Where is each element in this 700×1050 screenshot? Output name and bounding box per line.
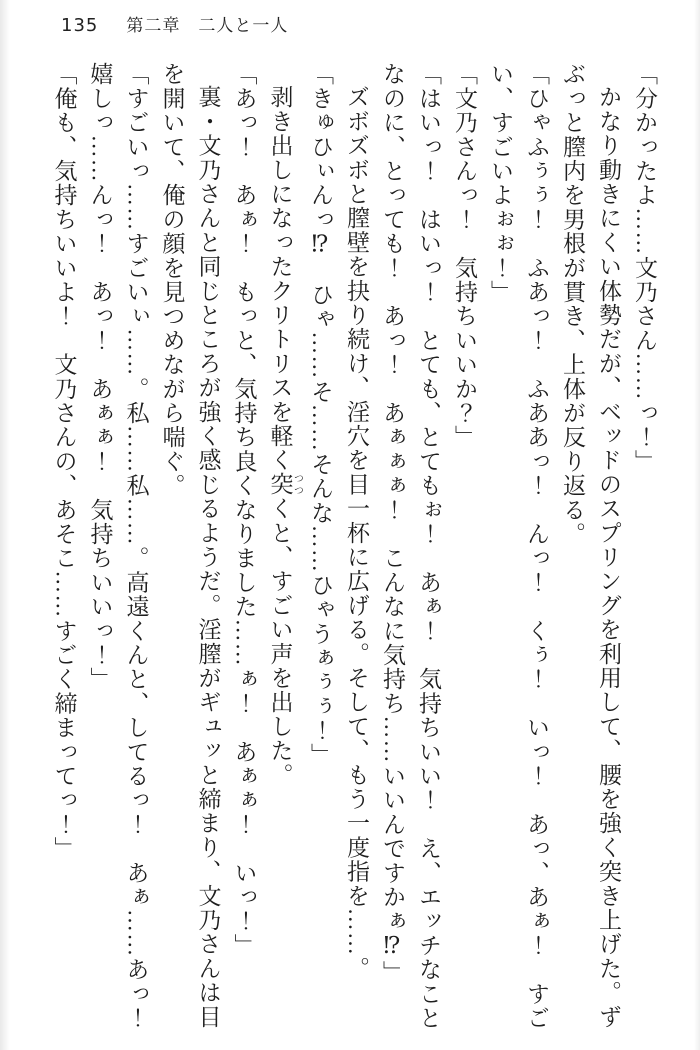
page-edge-shading-right xyxy=(694,0,700,1050)
page-edge-shading-left xyxy=(0,0,10,1050)
text-column: なのに、とっても！ あっ！ あぁぁぁ！ こんなに気持ち……いいんですかぁ⁉」 xyxy=(380,62,405,985)
text-column-with-ruby xyxy=(262,62,303,1048)
text-column: 「はいっ！ はいっ！ とても、とてもぉ！ あぁ！ 気持ちいい！ え、エッチなこと xyxy=(416,62,441,1030)
text-column: 「きゅひぃんっ⁉ ひゃ……そ……そんな……ひゃうぁぅぅ！」 xyxy=(308,62,333,767)
ruby-text: つつ xyxy=(291,472,303,497)
text-segment: 剥き出しになったクリトリスを軽く xyxy=(267,85,293,473)
page-number: 135 xyxy=(61,15,99,36)
ruby-base: 突 xyxy=(267,472,293,497)
page-header xyxy=(61,11,288,36)
text-column: 「分かったよ……文乃さん……っ！」 xyxy=(632,62,657,474)
text-column: い、すごいよぉぉ！」 xyxy=(488,62,513,304)
text-column: 嬉しっ……んっ！ あっ！ あぁぁ！ 気持ちいいっ！」 xyxy=(87,62,113,692)
ruby-annotation xyxy=(267,472,303,497)
text-column: ズボズボと膣壁を抉り続け、淫穴を目一杯に広げる。そして、もう一度指を……。 xyxy=(344,85,369,981)
text-column: 「あっ！ あぁ！ もっと、気持ち良くなりました……ぁ！ あぁぁ！ いっ！」 xyxy=(231,62,257,958)
text-area xyxy=(46,62,663,1048)
text-segment: くと、すごい声を出した。 xyxy=(267,496,293,787)
text-column: 裏・文乃さんと同じところが強く感じるようだ。淫膣がギュッと締まり、文乃さんは目 xyxy=(195,85,221,1029)
text-column: 「文乃さんっ！ 気持ちいいか？」 xyxy=(452,62,477,450)
text-column: 「俺も、気持ちいいよ！ 文乃さんの、あそこ……すごく締まってっ！」 xyxy=(51,62,77,861)
text-column: を開いて、俺の顔を見つめながら喘ぐ。 xyxy=(159,62,185,498)
chapter-title: 第二章 二人と一人 xyxy=(126,16,289,35)
text-column: ぶっと膣内を男根が貫き、上体が反り返る。 xyxy=(560,62,585,546)
text-column: 「すごいっ……すごいぃ……。私……私……。高遠くんと、してるっ！ あぁ……あっ！ xyxy=(123,62,149,1030)
text-column: かなり動きにくい体勢だが、ベッドのスプリングを利用して、腰を強く突き上げた。ず xyxy=(596,85,621,1029)
text-column: 「ひゃふぅぅ！ ふあっ！ ふああっ！ んっ！ くぅ！ いっ！ あっ、あぁ！ すご xyxy=(524,62,549,1030)
